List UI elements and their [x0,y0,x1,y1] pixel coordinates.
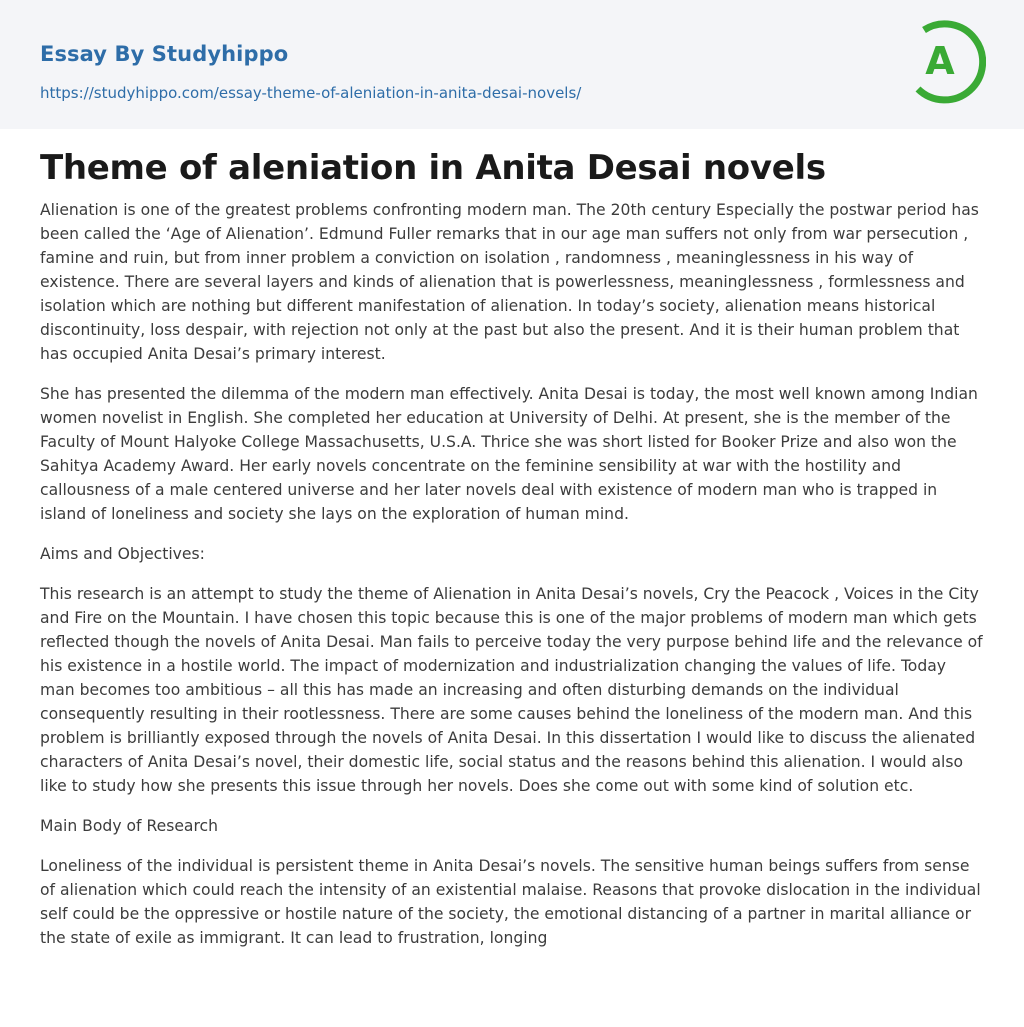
logo-letter: A [925,39,955,83]
section-heading-aims: Aims and Objectives: [40,545,205,563]
article-body [40,145,985,966]
page-url-link[interactable]: https://studyhippo.com/essay-theme-of-aleniation-in-anita-desai-novels/ [40,84,582,102]
paragraph-dilemma: She has presented the dilemma of the modern man effectively. Anita Desai is today, the most well known among Indian women novelist in English. She completed her education at University of Delhi. At present, she is the member of the Faculty of Mount Halyoke College Massachusetts, U.S.A. Thrice she was short listed for Booker Prize and also won the Sahitya Academy Award. Her early novels concentrate on the feminine sensibility at war with the hostility and callousness of a male centered universe and her later novels deal with existence of modern man who is trapped in island of loneliness and society she lays on the exploration of human mind. [40,385,978,523]
paragraph-research: This research is an attempt to study the theme of Alienation in Anita Desai’s novels, Cry the Peacock , Voices in the City and Fire on the Mountain. I have chosen this topic because this is one of the major problems of modern man which gets reflected though the novels of Anita Desai. Man fails to perceive today the very purpose behind life and the relevance of his existence in a hostile world. The impact of modernization and industrialization changing the values of life. Today man becomes too ambitious – all this has made an increasing and often disturbing demands on the individual consequently resulting in their rootlessness. There are some causes behind the loneliness of the modern man. And this problem is brilliantly exposed through the novels of Anita Desai. In this dissertation I would like to discuss the alienated characters of Anita Desai’s novel, their domestic life, social status and the reasons behind this alienation. I would also like to study how she presents this issue through her novels. Does she come out with some kind of solution etc. [40,585,983,795]
studyhippo-logo[interactable] [910,18,986,106]
paragraph-loneliness: Loneliness of the individual is persistent theme in Anita Desai’s novels. The sensitive human beings suffers from sense of alienation which could reach the intensity of an existential malaise. Reasons that provoke dislocation in the individual self could be the oppressive or hostile nature of the society, the emotional distancing of a partner in marital alliance or the state of exile as immigrant. It can lead to frustration, longing [40,857,981,947]
article-title: Theme of aleniation in Anita Desai novels [40,148,826,188]
site-brand[interactable]: Essay By Studyhippo [40,42,289,66]
paragraph-intro: Alienation is one of the greatest problems confronting modern man. The 20th century Especially the postwar period has been called the ‘Age of Alienation’. Edmund Fuller remarks that in our age man suffers not only from war persecution , famine and ruin, but from inner problem a conviction on isolation , randomness , meaninglessness in his way of existence. There are several layers and kinds of alienation that is powerlessness, meaninglessness , formlessness and isolation which are nothing but different manifestation of alienation. In today’s society, alienation means historical discontinuity, loss despair, with rejection not only at the past but also the present. And it is their human problem that has occupied Anita Desai’s primary interest. [40,201,979,363]
section-heading-main-body: Main Body of Research [40,817,219,835]
page-header [0,0,1024,129]
